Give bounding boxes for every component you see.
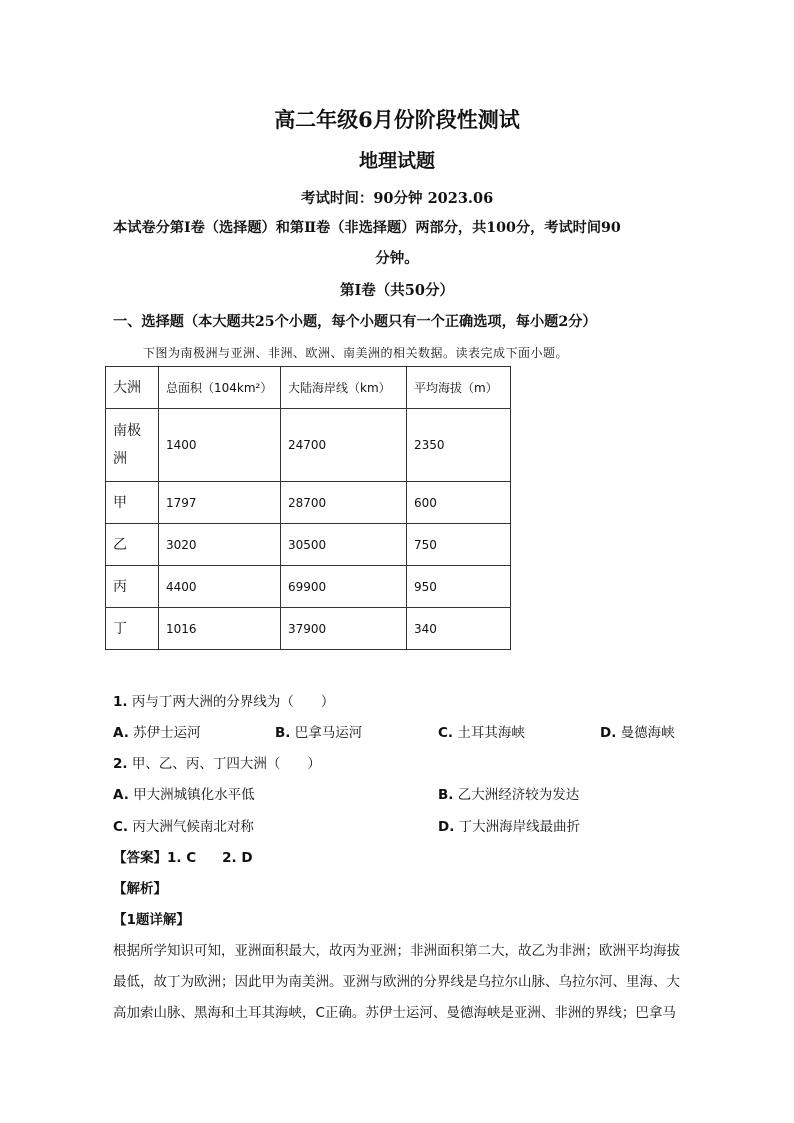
explanation-line: 最低，故丁为欧洲；因此甲为南美洲。亚洲与欧洲的分界线是乌拉尔山脉、乌拉尔河、里海、大 [113,974,680,990]
table-cell-continent: 甲 [106,482,159,524]
instructions-line-2: 分钟。 [375,250,419,267]
answer-line [113,846,253,866]
exam-title: 高二年级6月份阶段性测试 [274,107,520,132]
option-2a[interactable]: A. 甲大洲城镇化水平低 [113,787,255,803]
table-cell: 950 [407,566,511,608]
table-cell: 750 [407,524,511,566]
table-cell: 3020 [159,524,281,566]
option-2d[interactable]: D. 丁大洲海岸线最曲折 [438,819,581,835]
section-one-heading: 一、选择题（本大题共25个小题，每个小题只有一个正确选项，每小题2分） [113,314,597,330]
table-cell-continent: 丙 [106,566,159,608]
table-row [106,482,511,524]
option-1b[interactable]: B. 巴拿马运河 [275,725,363,741]
table-header-cell: 总面积（104km²） [159,367,281,409]
table-row [106,566,511,608]
explanation-line: 根据所学知识可知，亚洲面积最大，故丙为亚洲；非洲面积第二大，故乙为非洲；欧洲平均海拔 [113,943,680,959]
continent-name-line: 洲 [113,451,127,467]
continent-data-table [105,366,511,650]
table-cell: 340 [407,608,511,650]
question-stem: 甲、乙、丙、丁四大洲（ ） [131,756,321,772]
answer-label: 【答案】 [113,850,167,866]
answer-2: 2. D [222,850,253,866]
exam-time: 考试时间：90分钟 2023.06 [300,190,494,207]
table-row [106,409,511,482]
table-row [106,608,511,650]
option-1d[interactable]: D. 曼德海峡 [600,725,675,741]
option-1c[interactable]: C. 土耳其海峡 [438,725,525,741]
table-header-cell: 平均海拔（m） [407,367,511,409]
option-1a[interactable]: A. 苏伊士运河 [113,725,201,741]
detail-label: 【1题详解】 [113,912,190,928]
question-intro: 下图为南极洲与亚洲、非洲、欧洲、南美洲的相关数据。读表完成下面小题。 [143,346,569,360]
explanation-line: 高加索山脉、黑海和土耳其海峡，C正确。苏伊士运河、曼德海峡是亚洲、非洲的界线；巴拿马 [113,1005,676,1021]
table-row [106,524,511,566]
table-cell-continent: 丁 [106,608,159,650]
table-header-cell: 大洲 [106,367,159,409]
table-cell: 24700 [281,409,407,482]
instructions-line-1: 本试卷分第Ⅰ卷（选择题）和第Ⅱ卷（非选择题）两部分，共100分，考试时间90 [113,220,621,236]
question-number: 1. [113,694,128,710]
question-number: 2. [113,756,128,772]
question-stem: 丙与丁两大洲的分界线为（ ） [131,694,335,710]
continent-name-line: 南极 [113,423,141,439]
answer-1: 1. C [167,850,197,866]
option-2c[interactable]: C. 丙大洲气候南北对称 [113,819,254,835]
table-cell: 28700 [281,482,407,524]
table-cell: 1016 [159,608,281,650]
table-cell: 4400 [159,566,281,608]
question-1 [113,690,334,710]
table-header-cell: 大陆海岸线（km） [281,367,407,409]
table-cell-continent [106,409,159,482]
table-cell: 600 [407,482,511,524]
option-2b[interactable]: B. 乙大洲经济较为发达 [438,787,580,803]
table-cell: 30500 [281,524,407,566]
question-2 [113,752,321,772]
table-cell: 2350 [407,409,511,482]
table-cell: 37900 [281,608,407,650]
table-cell-continent: 乙 [106,524,159,566]
table-cell: 1797 [159,482,281,524]
table-cell: 1400 [159,409,281,482]
subject-title: 地理试题 [358,150,435,172]
table-cell: 69900 [281,566,407,608]
part-one-heading: 第Ⅰ卷（共50分） [340,282,454,299]
analysis-label: 【解析】 [113,881,167,897]
